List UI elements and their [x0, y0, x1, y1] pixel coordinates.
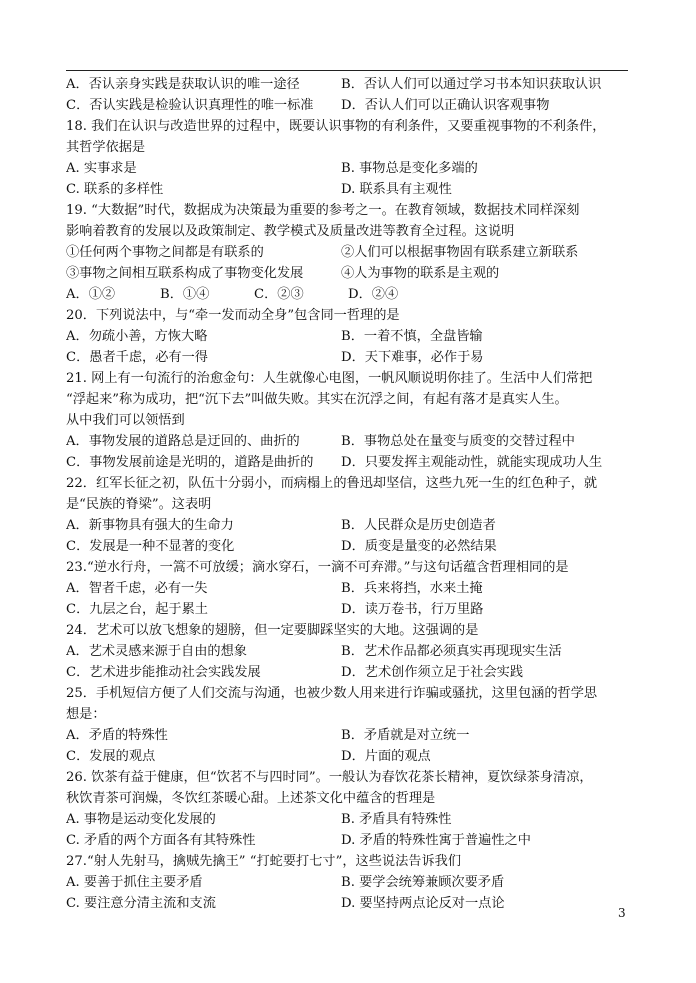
- q18-stem-line-2: 其哲学依据是: [66, 140, 146, 155]
- page-number: 3: [618, 906, 626, 920]
- q17-option-b: B．否认人们可以通过学习书本知识获取认识: [341, 77, 602, 92]
- q19-statement-1: ①任何两个事物之间都是有联系的: [66, 245, 264, 260]
- q25-options-row-2: [66, 746, 632, 767]
- q25-stem-line-1: 25．手机短信方便了人们交流与沟通，也被少数人用来进行诈骗或骚扰，这里包涵的哲学思: [66, 686, 598, 701]
- q19-option-d: D．②④: [348, 287, 399, 302]
- q22-options-row-1: [66, 515, 632, 536]
- q19-statements-row-2: [66, 263, 632, 284]
- q18-stem-line-1: 18. 我们在认识与改造世界的过程中，既要认识事物的有利条件，又要重视事物的不利条件，: [66, 119, 606, 134]
- q17-option-d: D．否认人们可以正确认识客观事物: [341, 98, 550, 113]
- q22-option-d: D．质变是量变的必然结果: [341, 539, 497, 554]
- q26-options-row-1: [66, 809, 632, 830]
- q21-option-d: D．只要发挥主观能动性，就能实现成功人生: [341, 455, 603, 470]
- q23-option-d: D．读万卷书，行万里路: [341, 602, 484, 617]
- q26-options-row-2: [66, 830, 632, 851]
- q26-stem-line-2: 秋饮青茶可润燥，冬饮红茶暖心甜。上述茶文化中蕴含的哲理是: [66, 791, 436, 806]
- q18-option-a: A. 实事求是: [66, 161, 137, 176]
- q27-option-b: B. 要学会统筹兼顾次要矛盾: [341, 875, 505, 890]
- q21-options-row-1: [66, 431, 632, 452]
- q24-stem: 24．艺术可以放飞想象的翅膀，但一定要脚踩坚实的大地。这强调的是: [66, 623, 479, 638]
- q17-option-c: C．否认实践是检验认识真理性的唯一标准: [66, 98, 314, 113]
- q22-options-row-2: [66, 536, 632, 557]
- q18-options-row-1: [66, 158, 632, 179]
- q25-option-c: C．发展的观点: [66, 749, 156, 764]
- q19-option-a: A．①②: [66, 287, 116, 302]
- q23-option-a: A．智者千虑，必有一失: [66, 581, 208, 596]
- q19-statement-3: ③事物之间相互联系构成了事物变化发展: [66, 266, 304, 281]
- q21-options-row-2: [66, 452, 632, 473]
- q20-option-b: B．一着不慎，全盘皆输: [341, 329, 483, 344]
- q20-option-a: A．勿疏小善，方恢大略: [66, 329, 208, 344]
- q17-options-row-1: [66, 74, 632, 95]
- q24-option-a: A．艺术灵感来源于自由的想象: [66, 644, 247, 659]
- q20-option-c: C．愚者千虑，必有一得: [66, 350, 208, 365]
- q22-option-c: C．发展是一种不显著的变化: [66, 539, 235, 554]
- q19-option-b: B．①④: [160, 287, 210, 302]
- q27-option-a: A. 要善于抓住主要矛盾: [66, 875, 203, 890]
- q25-option-b: B．矛盾就是对立统一: [341, 728, 470, 743]
- q21-stem-line-3: 从中我们可以领悟到: [66, 413, 185, 428]
- q25-option-a: A．矛盾的特殊性: [66, 728, 168, 743]
- q20-stem: 20．下列说法中，与“牵一发而动全身”包含同一哲理的是: [66, 308, 400, 323]
- q23-option-c: C．九层之台，起于累土: [66, 602, 208, 617]
- header-rule: [66, 70, 628, 71]
- q26-option-b: B. 矛盾具有特殊性: [341, 812, 452, 827]
- q17-options-row-2: [66, 95, 632, 116]
- q19-stem-line-1: 19. “大数据”时代，数据成为决策最为重要的参考之一。在教育领域，数据技术同样深刻: [66, 203, 580, 218]
- q21-option-c: C．事物发展前途是光明的，道路是曲折的: [66, 455, 314, 470]
- q26-option-c: C. 矛盾的两个方面各有其特殊性: [66, 833, 256, 848]
- q19-statement-2: ②人们可以根据事物固有联系建立新联系: [341, 245, 579, 260]
- q24-option-b: B．艺术作品都必须真实再现现实生活: [341, 644, 562, 659]
- q25-stem-line-2: 想是：: [66, 707, 106, 722]
- question-list: [66, 74, 632, 914]
- q19-option-c: C．②③: [254, 287, 304, 302]
- q19-statements-row-1: [66, 242, 632, 263]
- q19-options-row: [66, 284, 632, 305]
- q18-options-row-2: [66, 179, 632, 200]
- q22-stem-line-1: 22．红军长征之初，队伍十分弱小，而病榻上的鲁迅却坚信，这些九死一生的红色种子，就: [66, 476, 598, 491]
- q23-options-row-1: [66, 578, 632, 599]
- q27-stem: 27.“射人先射马，擒贼先擒王” “打蛇要打七寸”，这些说法告诉我们: [66, 854, 462, 869]
- q20-options-row-2: [66, 347, 632, 368]
- q22-option-a: A．新事物具有强大的生命力: [66, 518, 234, 533]
- q27-options-row-2: [66, 893, 632, 914]
- q25-options-row-1: [66, 725, 632, 746]
- q24-option-c: C．艺术进步能推动社会实践发展: [66, 665, 261, 680]
- q23-option-b: B．兵来将挡，水来土掩: [341, 581, 483, 596]
- q22-option-b: B．人民群众是历史创造者: [341, 518, 496, 533]
- q26-option-d: D. 矛盾的特殊性寓于普遍性之中: [341, 833, 531, 848]
- q19-stem-line-2: 影响着教育的发展以及政策制定、教学模式及质量改进等教育全过程。这说明: [66, 224, 515, 239]
- q22-stem-line-2: 是“民族的脊梁”。这表明: [66, 497, 212, 512]
- q24-options-row-2: [66, 662, 632, 683]
- q20-option-d: D．天下难事，必作于易: [341, 350, 484, 365]
- q27-option-d: D. 要坚持两点论反对一点论: [341, 896, 505, 911]
- q27-options-row-1: [66, 872, 632, 893]
- q27-option-c: C. 要注意分清主流和支流: [66, 896, 216, 911]
- q24-option-d: D．艺术创作须立足于社会实践: [341, 665, 524, 680]
- q25-option-d: D．片面的观点: [341, 749, 431, 764]
- q21-option-a: A．事物发展的道路总是迂回的、曲折的: [66, 434, 300, 449]
- q21-option-b: B．事物总处在量变与质变的交替过程中: [341, 434, 575, 449]
- q18-option-b: B. 事物总是变化多端的: [341, 161, 478, 176]
- q21-stem-line-2: “浮起来”称为成功，把“沉下去”叫做失败。其实在沉浮之间，有起有落才是真实人生。: [66, 392, 568, 407]
- q18-option-d: D. 联系具有主观性: [341, 182, 452, 197]
- q23-options-row-2: [66, 599, 632, 620]
- q19-statement-4: ④人为事物的联系是主观的: [341, 266, 500, 281]
- q24-options-row-1: [66, 641, 632, 662]
- q18-option-c: C. 联系的多样性: [66, 182, 164, 197]
- q26-stem-line-1: 26. 饮茶有益于健康，但“饮茗不与四时同”。一般认为春饮花茶长精神，夏饮绿茶身清凉，: [66, 770, 593, 785]
- q20-options-row-1: [66, 326, 632, 347]
- q23-stem: 23.“逆水行舟，一篙不可放缓；滴水穿石，一滴不可弃滞。”与这句话蕴含哲理相同的是: [66, 560, 569, 575]
- q26-option-a: A. 事物是运动变化发展的: [66, 812, 216, 827]
- q17-option-a: A．否认亲身实践是获取认识的唯一途径: [66, 77, 300, 92]
- q21-stem-line-1: 21. 网上有一句流行的治愈金句：人生就像心电图，一帆风顺说明你挂了。生活中人们常把: [66, 371, 593, 386]
